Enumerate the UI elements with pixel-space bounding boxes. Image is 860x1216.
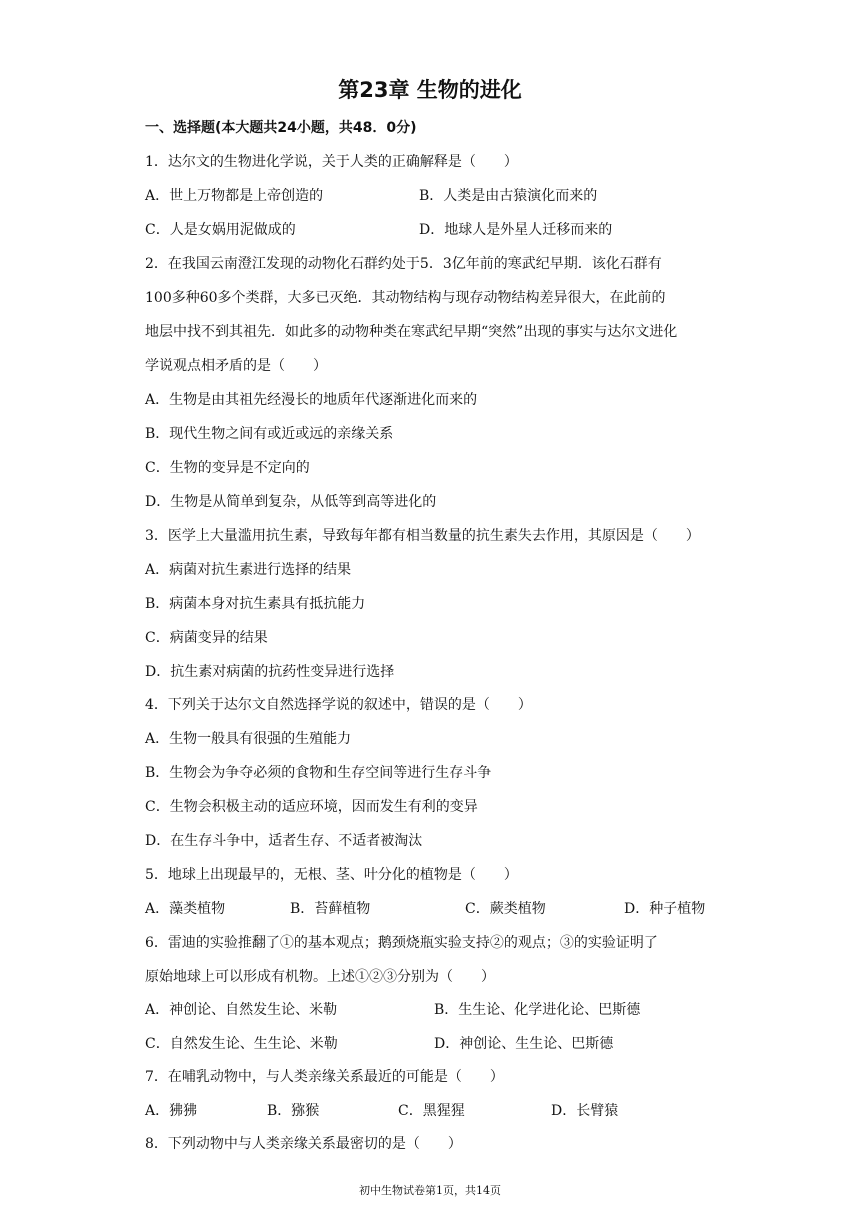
question-6-option-b: B．生生论、化学进化论、巴斯德 xyxy=(434,1002,641,1018)
question-3-option-b: B．病菌本身对抗生素具有抵抗能力 xyxy=(145,596,366,612)
question-5-option-d: D．种子植物 xyxy=(624,901,706,917)
question-3-stem: 3．医学上大量滥用抗生素，导致每年都有相当数量的抗生素失去作用，其原因是（ ） xyxy=(145,528,700,544)
question-7-option-a: A．狒狒 xyxy=(145,1103,198,1119)
question-1-option-b: B．人类是由古猿演化而来的 xyxy=(419,188,598,204)
question-5-stem: 5．地球上出现最早的，无根、茎、叶分化的植物是（ ） xyxy=(145,867,518,883)
question-4-option-d: D．在生存斗争中，适者生存、不适者被淘汰 xyxy=(145,833,423,849)
question-4-option-a: A．生物一般具有很强的生殖能力 xyxy=(145,731,352,747)
question-7-stem: 7．在哺乳动物中，与人类亲缘关系最近的可能是（ ） xyxy=(145,1069,504,1085)
question-2-line-1: 2．在我国云南澄江发现的动物化石群约处于5．3亿年前的寒武纪早期．该化石群有 xyxy=(145,256,662,272)
question-8-stem: 8．下列动物中与人类亲缘关系最密切的是（ ） xyxy=(145,1136,462,1152)
question-5-option-a: A．藻类植物 xyxy=(145,901,226,917)
question-1-stem: 1．达尔文的生物进化学说，关于人类的正确解释是（ ） xyxy=(145,154,518,170)
question-7-option-d: D．长臂猿 xyxy=(551,1103,619,1119)
question-2-line-4: 学说观点相矛盾的是（ ） xyxy=(145,358,327,374)
question-2-option-b: B．现代生物之间有或近或远的亲缘关系 xyxy=(145,426,394,442)
question-2-option-a: A．生物是由其祖先经漫长的地质年代逐渐进化而来的 xyxy=(145,392,478,408)
question-6-line-2: 原始地球上可以形成有机物。上述①②③分别为（ ） xyxy=(145,969,495,985)
question-2-line-2: 100多种60多个类群，大多已灭绝．其动物结构与现存动物结构差异很大，在此前的 xyxy=(145,290,666,306)
question-1-option-d: D．地球人是外星人迁移而来的 xyxy=(419,222,613,238)
question-2-option-d: D．生物是从简单到复杂，从低等到高等进化的 xyxy=(145,494,437,510)
question-3-option-c: C．病菌变异的结果 xyxy=(145,630,268,646)
page-footer: 初中生物试卷第1页，共14页 xyxy=(359,1184,501,1197)
question-3-option-d: D．抗生素对病菌的抗药性变异进行选择 xyxy=(145,664,395,680)
page-title: 第23章 生物的进化 xyxy=(338,78,522,102)
question-2-line-3: 地层中找不到其祖先．如此多的动物种类在寒武纪早期“突然”出现的事实与达尔文进化 xyxy=(145,324,678,340)
question-5-option-b: B．苔藓植物 xyxy=(290,901,371,917)
question-3-option-a: A．病菌对抗生素进行选择的结果 xyxy=(145,562,352,578)
question-7-option-c: C．黑猩猩 xyxy=(398,1103,465,1119)
question-1-option-c: C．人是女娲用泥做成的 xyxy=(145,222,296,238)
question-6-option-d: D．神创论、生生论、巴斯德 xyxy=(434,1036,614,1052)
question-2-option-c: C．生物的变异是不定向的 xyxy=(145,460,310,476)
question-6-option-a: A．神创论、自然发生论、米勒 xyxy=(145,1002,338,1018)
question-1-option-a: A．世上万物都是上帝创造的 xyxy=(145,188,324,204)
question-4-option-c: C．生物会积极主动的适应环境，因而发生有利的变异 xyxy=(145,799,478,815)
question-6-option-c: C．自然发生论、生生论、米勒 xyxy=(145,1036,338,1052)
question-6-line-1: 6．雷迪的实验推翻了①的基本观点；鹅颈烧瓶实验支持②的观点；③的实验证明了 xyxy=(145,935,658,951)
question-7-option-b: B．猕猴 xyxy=(267,1103,320,1119)
question-5-option-c: C．蕨类植物 xyxy=(465,901,546,917)
question-4-stem: 4．下列关于达尔文自然选择学说的叙述中，错误的是（ ） xyxy=(145,697,532,713)
section-heading: 一、选择题(本大题共24小题，共48．0分) xyxy=(145,120,417,136)
question-4-option-b: B．生物会为争夺必须的食物和生存空间等进行生存斗争 xyxy=(145,765,492,781)
